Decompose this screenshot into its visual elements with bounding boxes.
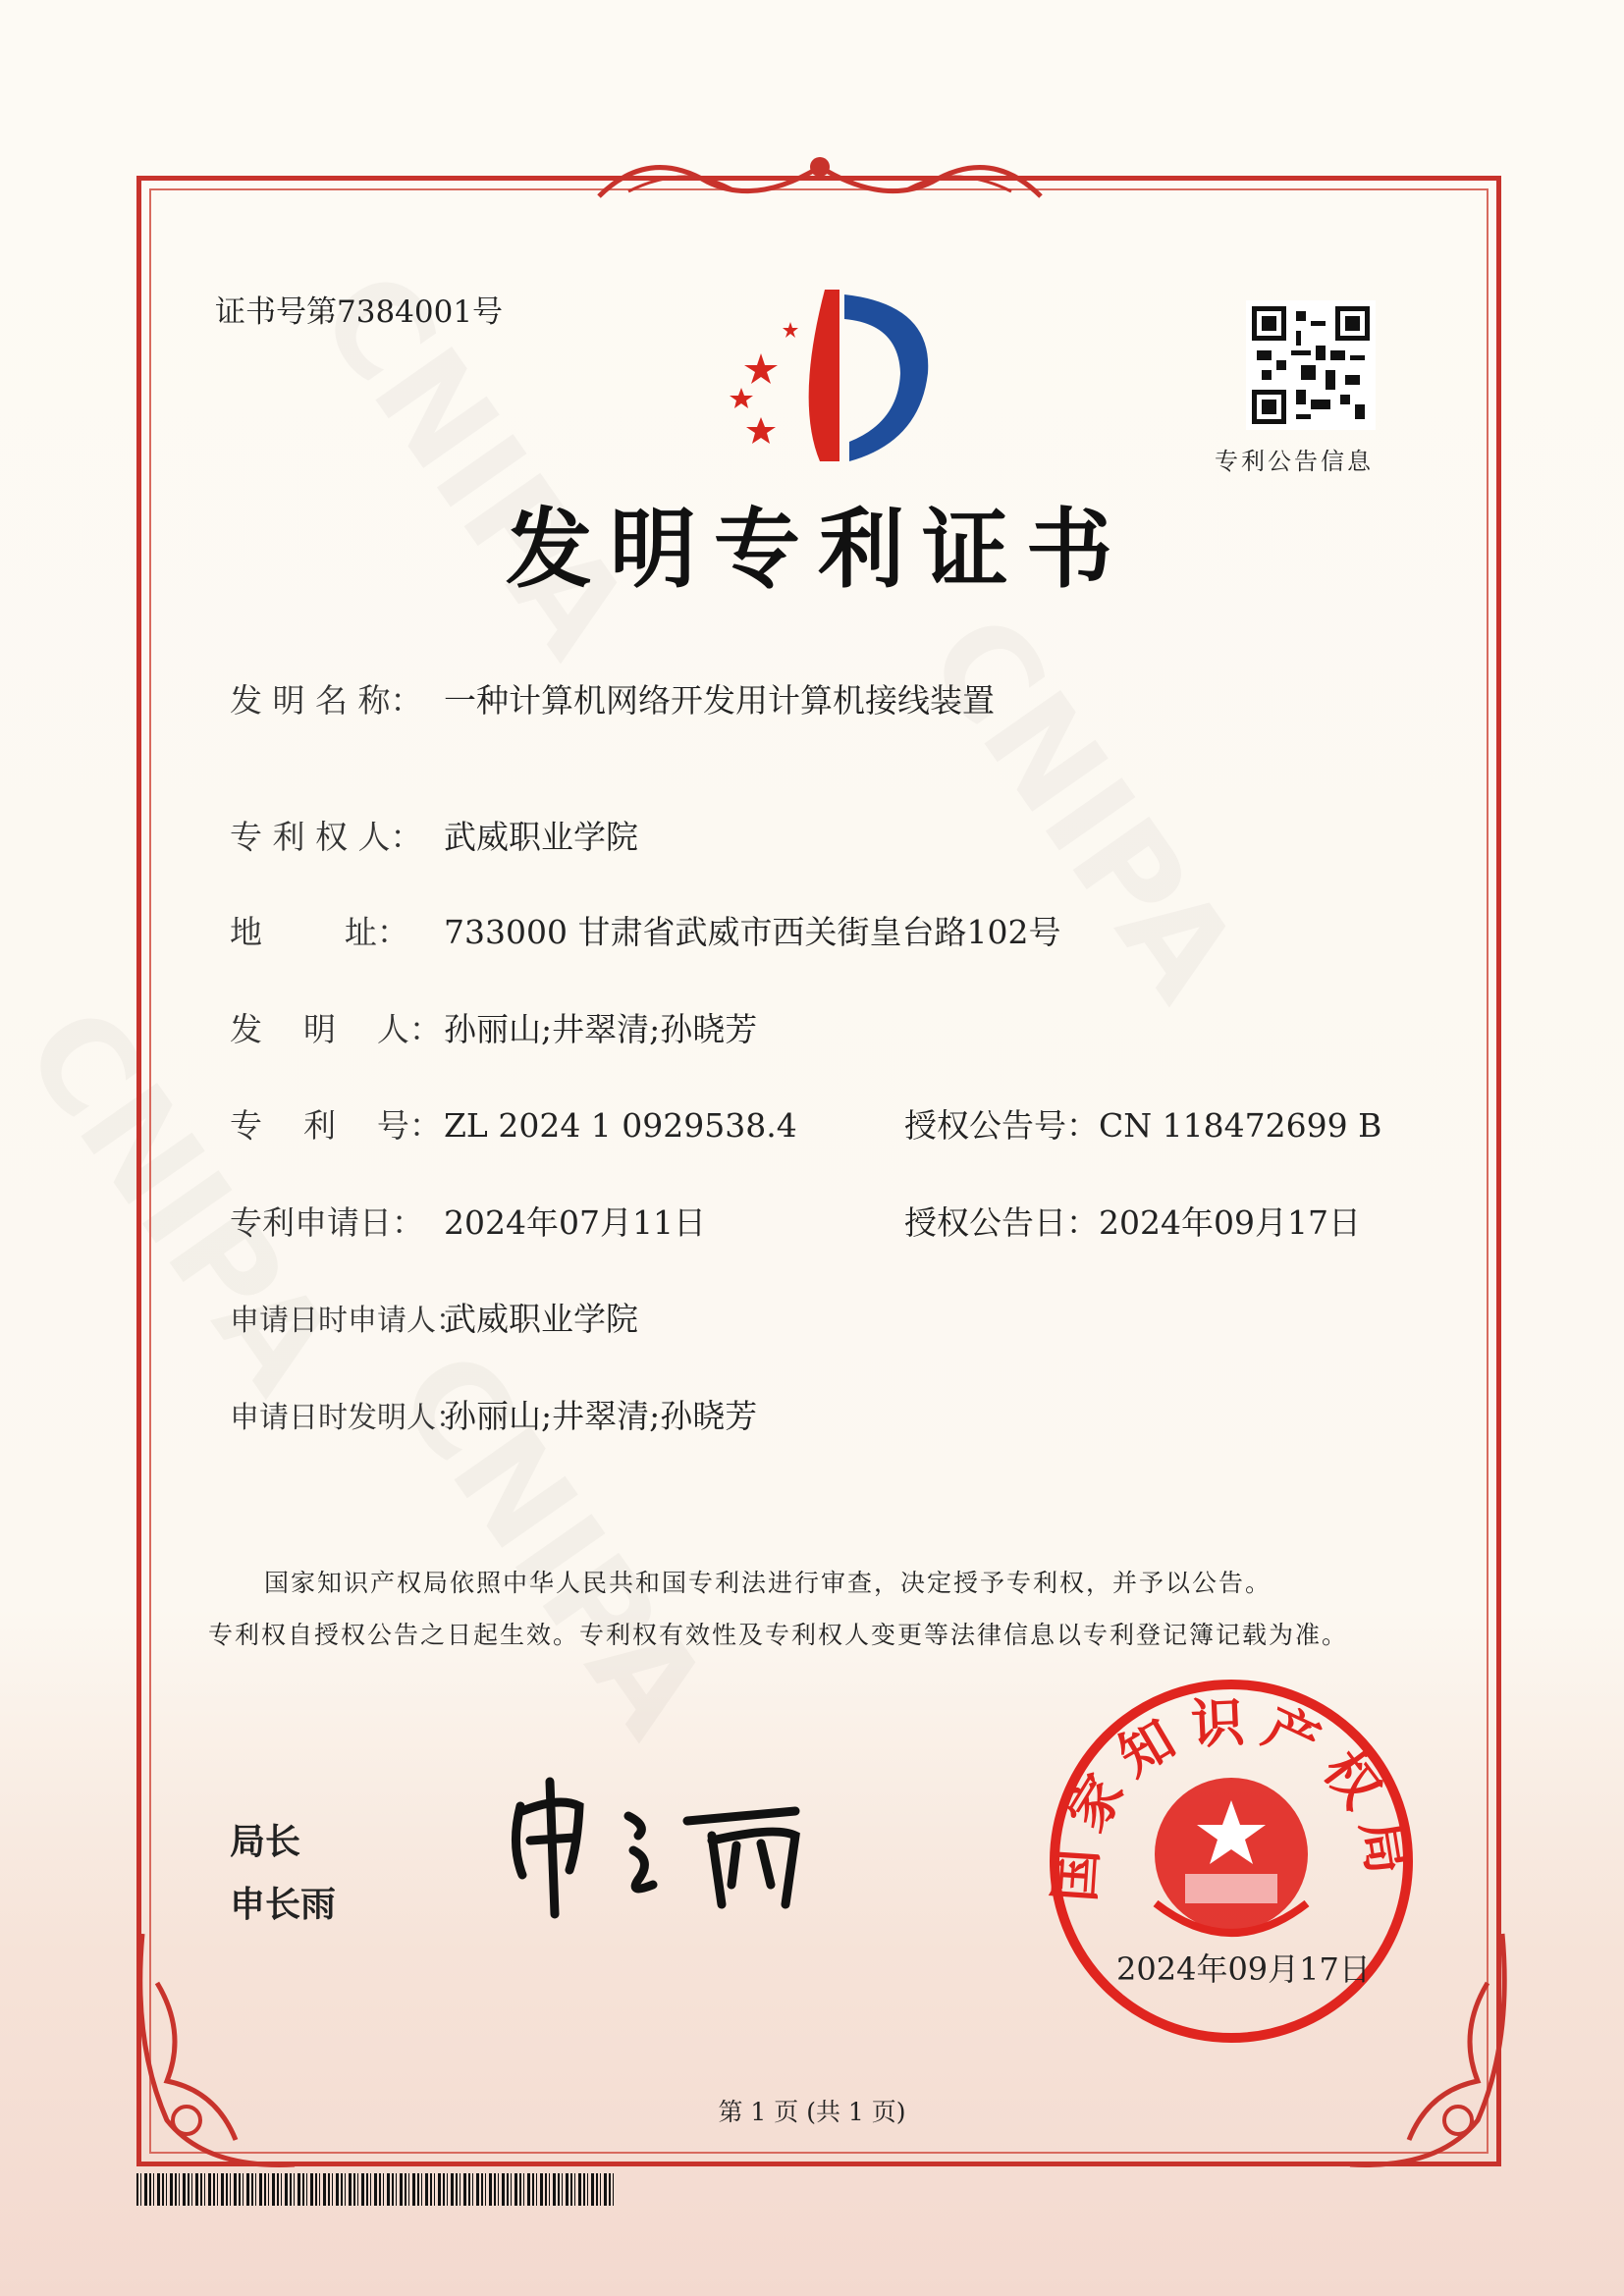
statement-line: 专利权自授权公告之日起生效。专利权有效性及专利权人变更等法律信息以专利登记簿记载为准。	[208, 1621, 1349, 1649]
field-label: 发 明 人：	[230, 1010, 442, 1048]
signatory-name: 申长雨	[230, 1885, 337, 1925]
field-label: 专 利 权 人：	[230, 818, 423, 856]
field-grant-pub-number	[904, 1100, 1381, 1147]
field-value: 孙丽山;井翠清;孙晓芳	[444, 1397, 758, 1435]
field-value: 武威职业学院	[444, 818, 638, 856]
statement-line: 国家知识产权局依照中华人民共和国专利法进行审查，决定授予专利权，并予以公告。	[264, 1569, 1272, 1597]
field-patentee	[230, 812, 638, 858]
field-patent-number	[230, 1100, 797, 1147]
field-inventor-at-filing	[230, 1391, 757, 1437]
cnipa-logo-icon	[702, 285, 938, 466]
field-invention-name	[230, 675, 995, 721]
field-filing-date	[230, 1198, 706, 1244]
page-footer: 第 1 页 (共 1 页)	[718, 2098, 906, 2126]
qr-label: 专利公告信息	[1215, 448, 1374, 475]
field-grant-pub-date	[904, 1198, 1361, 1244]
qr-code-icon	[1252, 306, 1370, 424]
field-label: 专 利 号：	[230, 1106, 442, 1145]
signature-image	[501, 1767, 844, 1924]
field-label: 申请日时发明人：	[230, 1401, 465, 1435]
qr-code[interactable]	[1246, 300, 1376, 430]
field-address	[230, 907, 1060, 953]
field-label: 专利申请日：	[230, 1203, 424, 1242]
ornament-top	[589, 137, 1051, 211]
certificate-number: 证书号第7384001号	[215, 294, 504, 330]
field-label: 授权公告日：	[904, 1203, 1099, 1242]
barcode	[136, 2173, 616, 2206]
field-value: 2024年07月11日	[444, 1203, 706, 1242]
field-label: 申请日时申请人：	[230, 1304, 465, 1338]
seal-date: 2024年09月17日	[1116, 1950, 1371, 1988]
field-value: 一种计算机网络开发用计算机接线装置	[444, 681, 995, 720]
signatory-title: 局长	[230, 1822, 301, 1862]
field-value: 733000 甘肃省武威市西关街皇台路102号	[444, 913, 1061, 951]
ornament-corner-bottom-left	[128, 1924, 304, 2179]
ornament-corner-bottom-right	[1340, 1924, 1517, 2179]
field-label: 发 明 名 称：	[230, 681, 423, 720]
field-value: ZL 2024 1 0929538.4	[444, 1106, 797, 1145]
field-value: 武威职业学院	[444, 1300, 638, 1338]
page-title: 发明专利证书	[506, 498, 1131, 600]
field-value: 2024年09月17日	[1099, 1203, 1361, 1242]
field-applicant-at-filing	[230, 1294, 638, 1340]
field-value: 孙丽山;井翠清;孙晓芳	[444, 1010, 758, 1048]
field-label: 地 址：	[230, 913, 409, 951]
seal-text: 国家知识产权局	[1048, 1690, 1416, 1904]
field-label: 授权公告号：	[904, 1106, 1099, 1145]
field-value: CN 118472699 B	[1099, 1106, 1382, 1145]
field-inventors	[230, 1004, 757, 1050]
